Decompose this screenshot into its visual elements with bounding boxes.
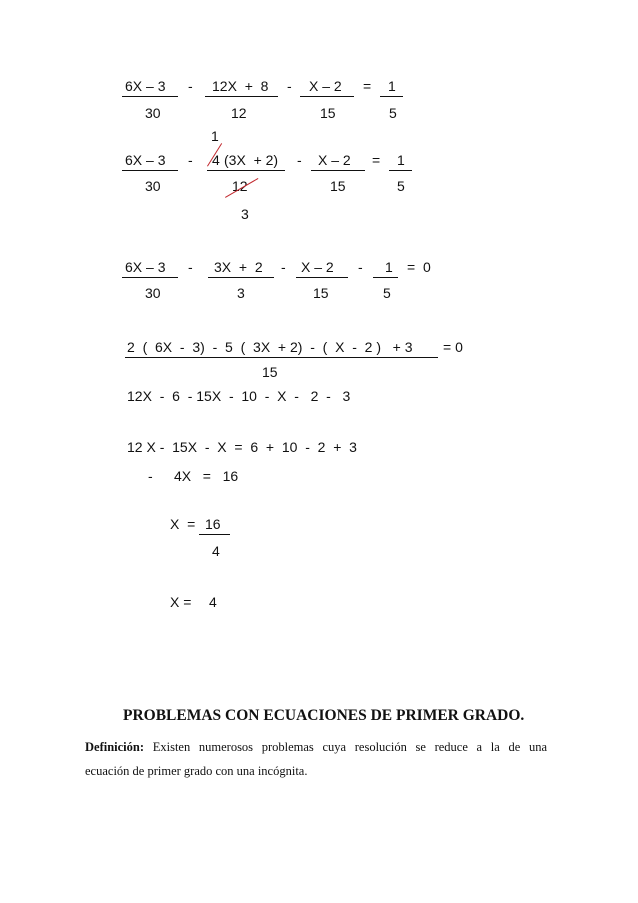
definition-label: Definición:: [85, 740, 145, 754]
step-isolate-denominator: 4: [212, 543, 220, 559]
eq3-denominator-2: 3: [237, 285, 245, 301]
eq1-equals: =: [363, 78, 372, 94]
section-heading: PROBLEMAS CON ECUACIONES DE PRIMER GRADO.: [123, 707, 525, 724]
eq4-rhs: = 0: [443, 339, 463, 355]
eq2-fraction-bar-1: [122, 170, 178, 171]
eq1-numerator-1: 6X – 3: [125, 78, 166, 94]
step-isolate-fraction-bar: [199, 534, 230, 535]
eq2-numerator-4: 1: [397, 152, 405, 168]
eq1-denominator-3: 15: [320, 105, 336, 121]
eq3-denominator-3: 15: [313, 285, 329, 301]
eq2-cancel-result-bottom: 3: [241, 206, 249, 222]
definition-paragraph: [85, 740, 547, 779]
eq1-fraction-bar-4: [380, 96, 403, 97]
eq3-operator-3: -: [358, 259, 363, 275]
eq3-fraction-bar-4: [373, 277, 398, 278]
eq3-numerator-3: X – 2: [301, 259, 334, 275]
eq2-fraction-bar-4: [389, 170, 412, 171]
eq2-numerator-2-rest: (3X + 2): [224, 152, 279, 168]
step-group-terms: 12 X - 15X - X = 6 + 10 - 2 + 3: [127, 439, 357, 455]
eq1-numerator-4: 1: [388, 78, 396, 94]
eq1-operator-2: -: [287, 78, 292, 94]
eq2-fraction-bar-2: [207, 170, 285, 171]
eq4-numerator: 2 ( 6X - 3) - 5 ( 3X + 2) - ( X - 2 ) + 3: [127, 339, 413, 355]
eq1-denominator-4: 5: [389, 105, 397, 121]
eq2-numerator-3: X – 2: [318, 152, 351, 168]
eq1-fraction-bar-2: [205, 96, 278, 97]
definition-line-1: [85, 740, 547, 755]
eq1-operator-1: -: [188, 78, 193, 94]
eq2-denominator-2: 12: [232, 178, 248, 194]
eq3-denominator-1: 30: [145, 285, 161, 301]
eq3-operator-2: -: [281, 259, 286, 275]
eq3-numerator-1: 6X – 3: [125, 259, 166, 275]
eq4-denominator: 15: [262, 364, 278, 380]
eq1-denominator-2: 12: [231, 105, 247, 121]
eq3-equals-zero: = 0: [407, 259, 431, 275]
eq1-numerator-3: X – 2: [309, 78, 342, 94]
eq3-denominator-4: 5: [383, 285, 391, 301]
definition-line-2: ecuación de primer grado con una incógnita.: [85, 764, 308, 778]
step-combine: 4X = 16: [174, 468, 239, 484]
eq4-fraction-bar: [125, 357, 438, 358]
eq1-fraction-bar-3: [300, 96, 354, 97]
eq2-equals: =: [372, 152, 381, 168]
eq3-operator-1: -: [188, 259, 193, 275]
step-isolate-numerator: 16: [205, 516, 221, 532]
eq2-cancel-result-top: 1: [211, 128, 219, 144]
eq2-operator-2: -: [297, 152, 302, 168]
step-result-lhs: X =: [170, 594, 192, 610]
eq3-numerator-4: 1: [385, 259, 393, 275]
eq2-denominator-1: 30: [145, 178, 161, 194]
eq2-fraction-bar-3: [311, 170, 365, 171]
eq3-fraction-bar-1: [122, 277, 178, 278]
definition-text-line-1: Existen numerosos problemas cuya resolución se reduce a la de una: [152, 740, 548, 754]
eq2-denominator-4: 5: [397, 178, 405, 194]
step-expand: 12X - 6 - 15X - 10 - X - 2 - 3: [127, 388, 351, 404]
eq3-numerator-2: 3X + 2: [214, 259, 263, 275]
eq2-numerator-2-coefficient: 4: [212, 152, 220, 168]
step-combine-sign: -: [148, 468, 153, 484]
eq3-fraction-bar-3: [296, 277, 348, 278]
step-isolate-lhs: X =: [170, 516, 196, 532]
eq1-denominator-1: 30: [145, 105, 161, 121]
eq2-operator-1: -: [188, 152, 193, 168]
eq1-numerator-2: 12X + 8: [212, 78, 269, 94]
step-result-value: 4: [209, 594, 217, 610]
eq2-numerator-1: 6X – 3: [125, 152, 166, 168]
eq2-denominator-3: 15: [330, 178, 346, 194]
eq1-fraction-bar-1: [122, 96, 178, 97]
eq3-fraction-bar-2: [208, 277, 274, 278]
